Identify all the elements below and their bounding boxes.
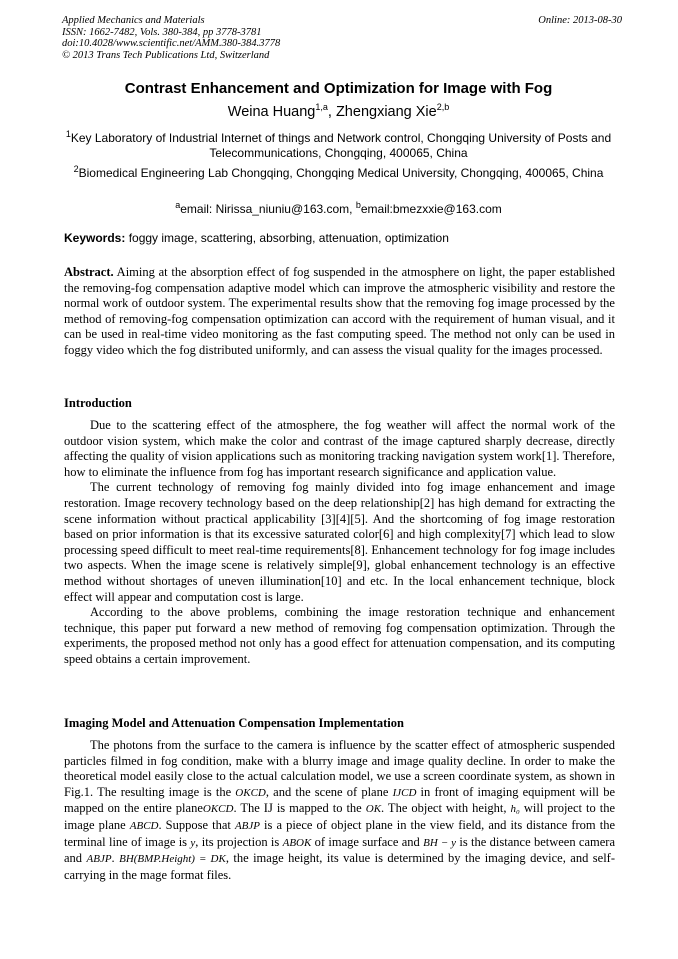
text-run: , its projection is — [195, 834, 283, 849]
email-superscript: b — [355, 200, 361, 210]
section-heading-introduction: Introduction — [64, 396, 132, 410]
paragraph: According to the above problems, combining the image restoration technique and enhancement technique, this paper put forward a new method of removing fog compensation optimization. Through the experiments, the proposed method not only has a good effect for attenuation compensation, and its computing speed obtains a certain improvement. — [64, 605, 615, 666]
math-inline: h₀ — [510, 803, 520, 816]
math-inline: ABJP — [234, 819, 260, 832]
paragraph — [64, 738, 615, 883]
text-run: is the distance between camera and — [64, 834, 616, 866]
email-a: email: Nirissa_niuniu@163.com, — [180, 202, 356, 216]
abstract-label: Abstract. — [64, 265, 114, 279]
author-emails — [62, 202, 615, 216]
keywords — [64, 231, 615, 245]
math-inline: OKCD — [202, 803, 234, 816]
text-run: , and the scene of plane — [265, 784, 393, 799]
abstract — [64, 265, 615, 359]
section-introduction — [64, 418, 615, 668]
text-run: of image surface and — [311, 834, 424, 849]
text-run: . The object with height, — [381, 801, 511, 816]
text-run: The photons from the surface to the camera is influence by the scatter effect of atmospheric suspended particles filmed in fog condition, make with a blurry image and image quality decline. In order to make the theoretical model easily close to the actual calculation model, we use a screen coordinate system, as shown in Fig.1. The resulting image is the — [64, 738, 615, 799]
text-run: in front of imaging equipment will be mapped on the entire plane — [64, 784, 615, 816]
abstract-text: Aiming at the absorption effect of fog suspended in the atmosphere on light, the paper established the removing-fog compensation adaptive model which can improve the atmospheric visibility and restore the normal work of outdoor system. The experimental results show that the removing fog image processed by the method of removing-fog compensation optimization can accord with the requirement of human visual, and it can be used in real-time video monitoring as the fast computing speed. The method not only can be used in foggy video which the fog distributed uniformly, and can assess the visual quality for the images processed. — [64, 265, 615, 357]
text-run: . Suppose that — [158, 817, 235, 832]
author-name: Zhengxiang Xie — [335, 104, 437, 120]
paragraph: Due to the scattering effect of the atmosphere, the fog weather will affect the normal work of the outdoor vision system, which make the color and contrast of the image captured sharply decrease, directly affecting the quality of vision applications such as monitoring tracking navigation system work[1]. Therefore, how to eliminate the influence from fog has important research significance and application value. — [64, 418, 615, 479]
math-inline: OKCD — [235, 786, 266, 799]
math-inline: y — [190, 836, 196, 849]
journal-header — [62, 15, 622, 61]
text-run: is a piece of object plane in the view field, and its distance from the terminal line of image is — [64, 817, 615, 849]
email-b: email:bmezxxie@163.com — [360, 202, 502, 216]
affiliation-superscript: 2 — [73, 164, 79, 174]
online-date: Online: 2013-08-30 — [538, 15, 622, 26]
journal-name: Applied Mechanics and Materials — [62, 15, 205, 26]
paper-title: Contrast Enhancement and Optimization for Image with Fog — [124, 80, 553, 97]
affiliation-text: Biomedical Engineering Lab Chongqing, Chongqing Medical University, Chongqing, 400065, China — [78, 166, 604, 180]
author-list — [62, 104, 615, 120]
math-inline: BH(BMP.Height) = DK — [119, 853, 226, 866]
math-inline: ABJP — [86, 853, 112, 866]
math-inline: BH − y — [423, 836, 457, 849]
keywords-text: foggy image, scattering, absorbing, attenuation, optimization — [125, 231, 449, 245]
math-inline: OK — [365, 803, 382, 816]
section-imaging-model — [64, 738, 615, 883]
text-run: . The IJ is mapped to the — [233, 801, 366, 816]
journal-doi: doi:10.4028/www.scientific.net/AMM.380-384.3778 — [62, 38, 281, 49]
section-heading-imaging-model: Imaging Model and Attenuation Compensation Implementation — [64, 716, 404, 730]
author-superscript: 1,a — [315, 102, 328, 113]
affiliation-text: Key Laboratory of Industrial Internet of things and Network control, Chongqing University of Posts and Telecommunications, Chongqing, 400065, China — [70, 131, 612, 160]
author-separator: , — [327, 104, 336, 120]
text-run: , the image height, its value is determined by the imaging device, and self-carrying in the mage format files. — [64, 851, 615, 882]
affiliation-superscript: 1 — [65, 129, 71, 139]
journal-issn: ISSN: 1662-7482, Vols. 380-384, pp 3778-3781 — [62, 26, 262, 38]
paragraph: The current technology of removing fog mainly divided into fog image enhancement and image restoration. Image recovery technology based on the deep relationship[2] has high demand for extracting the scene information without practical applicability [3][4][5]. And the shortcoming of fog image restoration based on prior information is that its excessive saturated color[6] and high complexity[7] which lead to slow processing speed difficult to meet real-time requirements[8]. Enhancement technology for fog image includes two aspects. When the image scene is relatively simple[9], global enhancement technology is an effective method without shortages of uneven illumination[10] and etc. In the local enhancement technique, block effect will appear and computation cost is large. — [64, 480, 615, 604]
keywords-label: Keywords: — [64, 231, 126, 245]
email-superscript: a — [175, 200, 181, 210]
journal-copyright: © 2013 Trans Tech Publications Ltd, Switzerland — [62, 49, 270, 61]
affiliation-1 — [62, 131, 615, 161]
text-run: will project to the image plane — [64, 801, 616, 832]
author-name: Weina Huang — [227, 104, 316, 120]
author-superscript: 2,b — [436, 102, 450, 113]
math-inline: IJCD — [392, 786, 417, 799]
math-inline: ABOK — [282, 836, 312, 849]
affiliation-2 — [62, 166, 615, 181]
text-run: . — [111, 851, 120, 866]
math-inline: ABCD — [129, 819, 159, 832]
